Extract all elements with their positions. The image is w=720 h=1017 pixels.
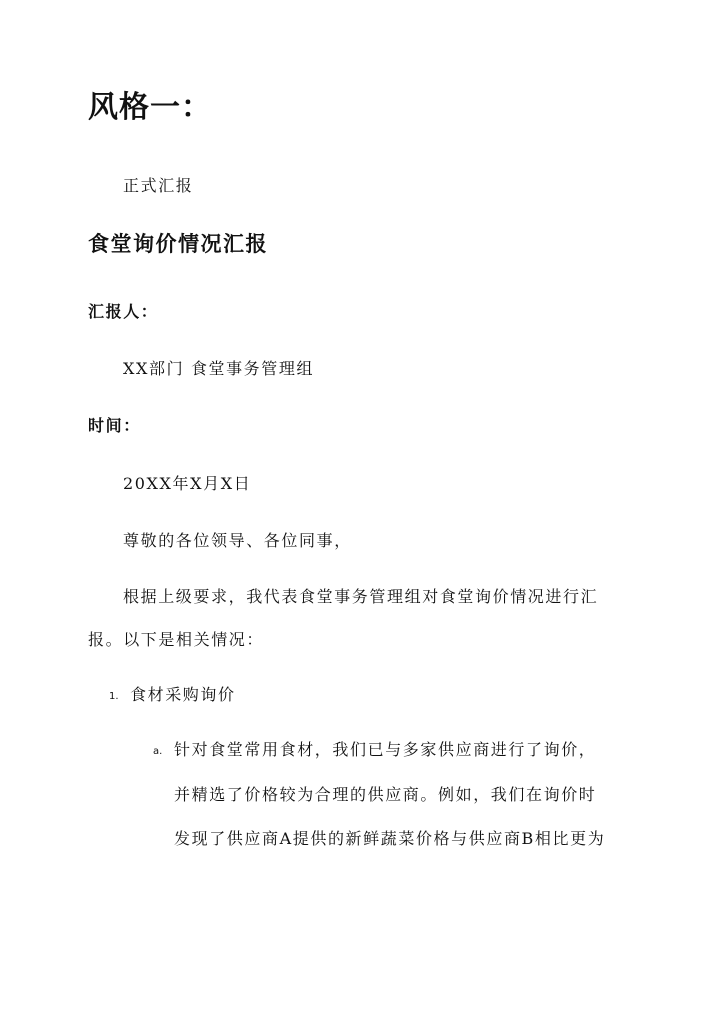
sub-list-marker-a: a. — [153, 746, 163, 757]
reporter-value: XX部门 食堂事务管理组 — [123, 359, 315, 378]
document-title: 食堂询价情况汇报 — [88, 231, 268, 256]
report-type: 正式汇报 — [123, 176, 194, 195]
sub-item-line-2: 并精选了价格较为合理的供应商。例如，我们在询价时 — [174, 785, 597, 804]
intro-line-2: 报。以下是相关情况： — [88, 630, 265, 649]
style-heading: 风格一： — [88, 90, 212, 125]
sub-item-line-3: 发现了供应商A提供的新鲜蔬菜价格与供应商B相比更为 — [174, 829, 606, 848]
time-value: 20XX年X月X日 — [123, 474, 252, 493]
list-item-1: 食材采购询价 — [130, 685, 236, 704]
list-marker-1: 1. — [109, 691, 119, 702]
time-label: 时间： — [88, 416, 141, 435]
sub-item-line-1: 针对食堂常用食材，我们已与多家供应商进行了询价， — [174, 740, 597, 759]
greeting: 尊敬的各位领导、各位同事， — [123, 531, 352, 550]
reporter-label: 汇报人： — [88, 302, 159, 321]
intro-line-1: 根据上级要求，我代表食堂事务管理组对食堂询价情况进行汇 — [123, 587, 599, 606]
